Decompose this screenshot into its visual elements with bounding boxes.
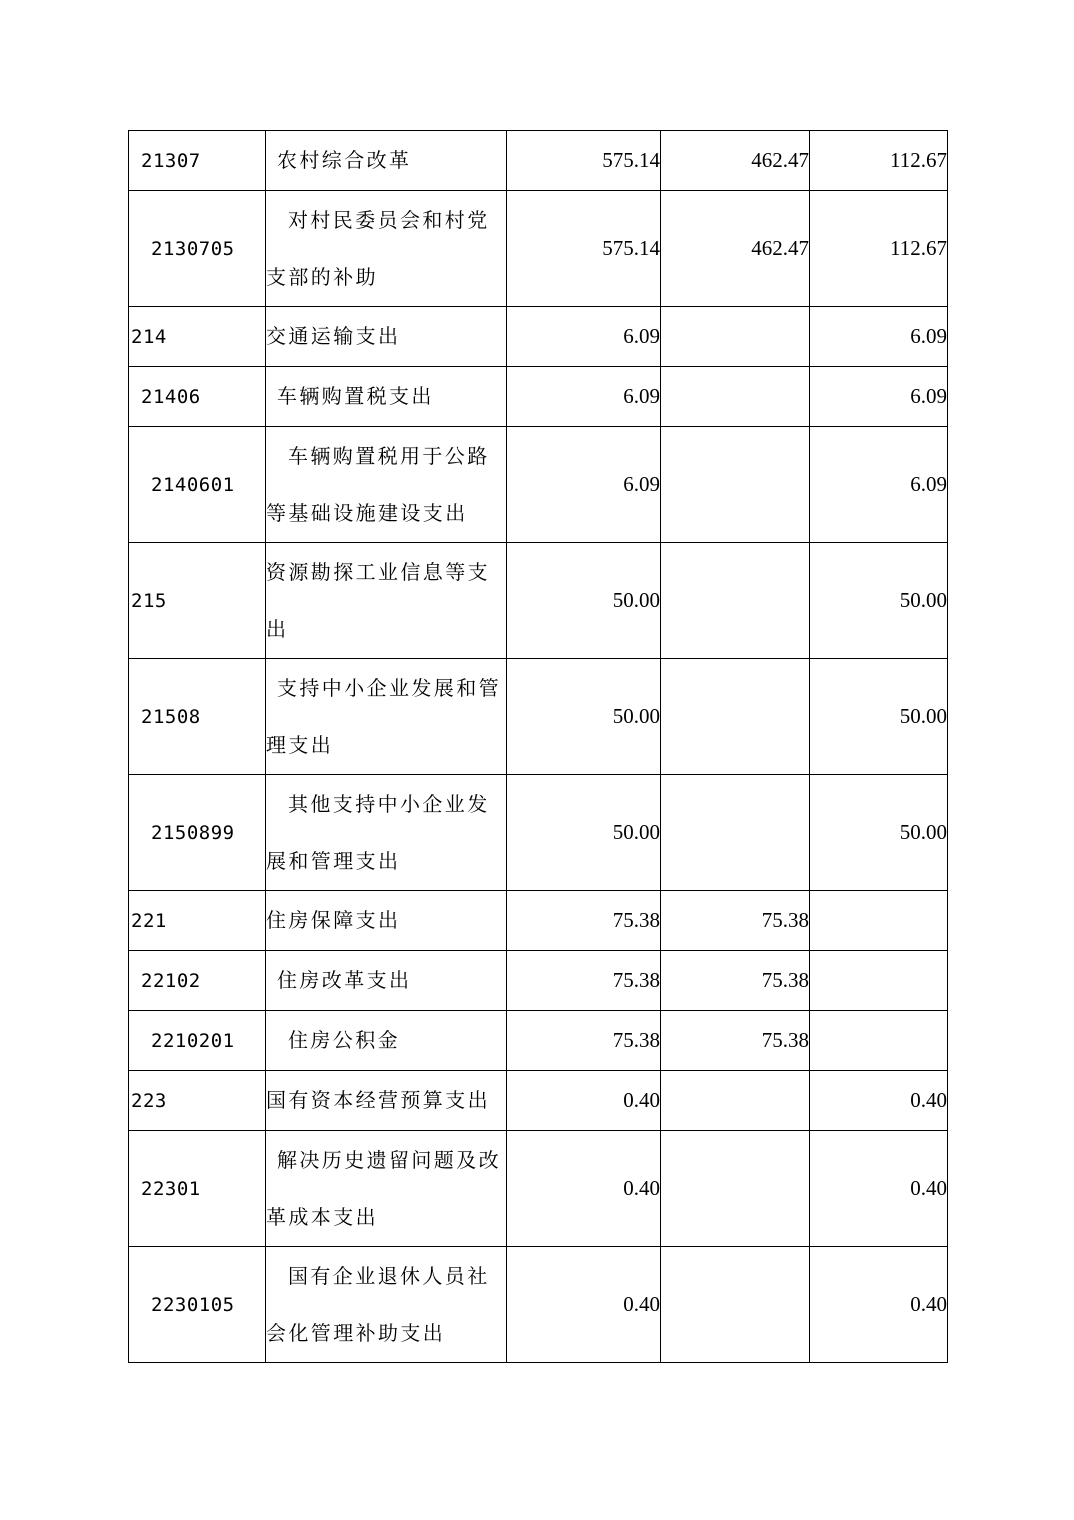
account-name: 车辆购置税支出 — [266, 367, 507, 427]
project-amount: 50.00 — [810, 659, 948, 775]
project-amount: 0.40 — [810, 1131, 948, 1247]
account-code: 21307 — [129, 131, 266, 191]
project-amount: 6.09 — [810, 367, 948, 427]
basic-amount — [661, 307, 810, 367]
account-name: 住房公积金 — [266, 1011, 507, 1071]
table-row — [129, 775, 948, 891]
total-amount: 75.38 — [507, 951, 661, 1011]
project-amount — [810, 891, 948, 951]
total-amount: 50.00 — [507, 543, 661, 659]
total-amount: 0.40 — [507, 1071, 661, 1131]
account-code: 21406 — [129, 367, 266, 427]
table-row — [129, 951, 948, 1011]
table-row — [129, 131, 948, 191]
basic-amount: 75.38 — [661, 951, 810, 1011]
expenditure-table — [128, 130, 948, 1363]
account-code: 215 — [129, 543, 266, 659]
total-amount: 50.00 — [507, 659, 661, 775]
account-code: 2150899 — [129, 775, 266, 891]
account-code: 2210201 — [129, 1011, 266, 1071]
basic-amount: 75.38 — [661, 1011, 810, 1071]
project-amount: 50.00 — [810, 775, 948, 891]
account-name: 其他支持中小企业发展和管理支出 — [266, 775, 507, 891]
total-amount: 75.38 — [507, 891, 661, 951]
basic-amount — [661, 1131, 810, 1247]
table-row — [129, 427, 948, 543]
total-amount: 575.14 — [507, 131, 661, 191]
basic-amount — [661, 1247, 810, 1363]
table-row — [129, 1131, 948, 1247]
account-code: 2130705 — [129, 191, 266, 307]
project-amount: 112.67 — [810, 131, 948, 191]
account-name: 对村民委员会和村党支部的补助 — [266, 191, 507, 307]
account-name: 住房改革支出 — [266, 951, 507, 1011]
project-amount: 50.00 — [810, 543, 948, 659]
account-name: 农村综合改革 — [266, 131, 507, 191]
total-amount: 575.14 — [507, 191, 661, 307]
basic-amount: 462.47 — [661, 191, 810, 307]
account-code: 223 — [129, 1071, 266, 1131]
table-row — [129, 1247, 948, 1363]
account-code: 22301 — [129, 1131, 266, 1247]
table-row — [129, 891, 948, 951]
project-amount: 6.09 — [810, 427, 948, 543]
account-code: 2140601 — [129, 427, 266, 543]
basic-amount — [661, 1071, 810, 1131]
basic-amount — [661, 659, 810, 775]
basic-amount — [661, 367, 810, 427]
table-row — [129, 1071, 948, 1131]
table-row — [129, 1011, 948, 1071]
account-name: 解决历史遗留问题及改革成本支出 — [266, 1131, 507, 1247]
account-code: 21508 — [129, 659, 266, 775]
account-code: 2230105 — [129, 1247, 266, 1363]
basic-amount — [661, 775, 810, 891]
table-row — [129, 307, 948, 367]
total-amount: 75.38 — [507, 1011, 661, 1071]
project-amount: 0.40 — [810, 1071, 948, 1131]
account-name: 车辆购置税用于公路等基础设施建设支出 — [266, 427, 507, 543]
basic-amount: 462.47 — [661, 131, 810, 191]
project-amount — [810, 951, 948, 1011]
total-amount: 6.09 — [507, 427, 661, 543]
account-code: 221 — [129, 891, 266, 951]
table-row — [129, 543, 948, 659]
account-name: 资源勘探工业信息等支出 — [266, 543, 507, 659]
account-name: 国有企业退休人员社会化管理补助支出 — [266, 1247, 507, 1363]
account-name: 交通运输支出 — [266, 307, 507, 367]
account-name: 国有资本经营预算支出 — [266, 1071, 507, 1131]
account-name: 支持中小企业发展和管理支出 — [266, 659, 507, 775]
total-amount: 0.40 — [507, 1247, 661, 1363]
account-code: 22102 — [129, 951, 266, 1011]
project-amount: 112.67 — [810, 191, 948, 307]
table-row — [129, 659, 948, 775]
table-row — [129, 191, 948, 307]
basic-amount — [661, 427, 810, 543]
total-amount: 6.09 — [507, 367, 661, 427]
project-amount: 0.40 — [810, 1247, 948, 1363]
table-row — [129, 367, 948, 427]
account-name: 住房保障支出 — [266, 891, 507, 951]
total-amount: 6.09 — [507, 307, 661, 367]
basic-amount: 75.38 — [661, 891, 810, 951]
account-code: 214 — [129, 307, 266, 367]
basic-amount — [661, 543, 810, 659]
total-amount: 50.00 — [507, 775, 661, 891]
project-amount: 6.09 — [810, 307, 948, 367]
project-amount — [810, 1011, 948, 1071]
total-amount: 0.40 — [507, 1131, 661, 1247]
